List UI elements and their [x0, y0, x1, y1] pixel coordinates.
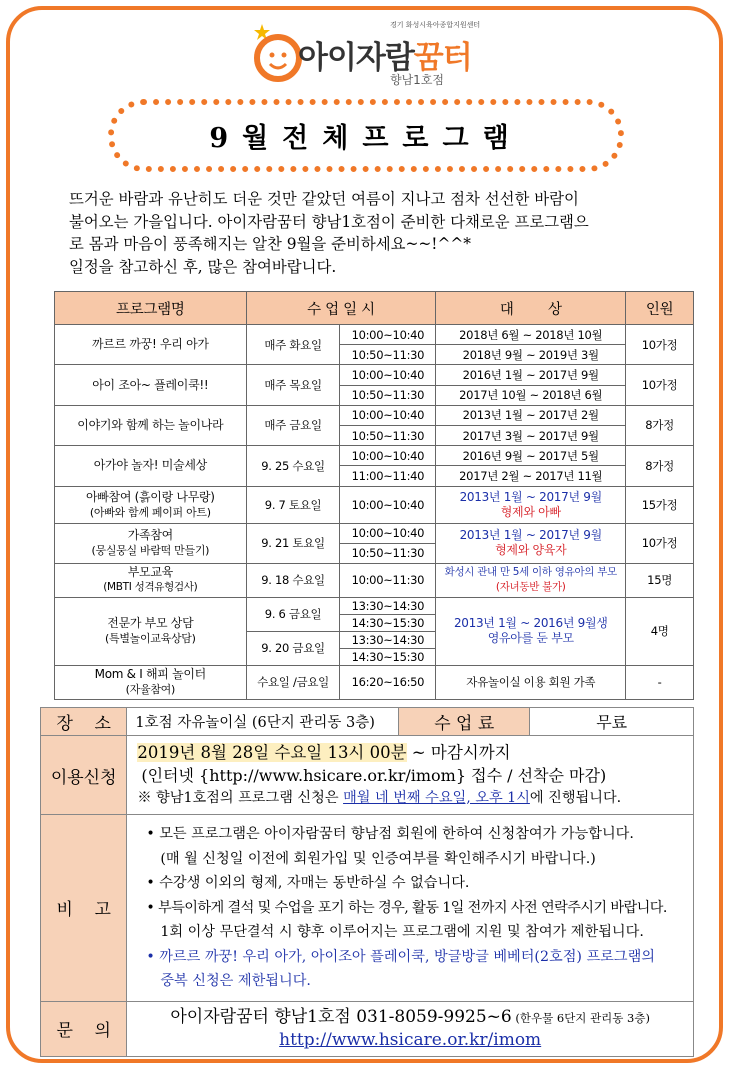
program-day: 9. 20 금요일: [246, 631, 340, 665]
notes-row: [41, 815, 694, 1002]
note-item: • 까르르 까꿍! 우리 아가, 아이조아 플레이쿡, 방글방글 베베터(2호점) 프로그램의: [146, 948, 655, 965]
program-name: 부모교육 (MBTI 성격유형검사): [55, 563, 247, 597]
program-target: 2017년 2월 ~ 2017년 11월: [436, 466, 626, 486]
program-count: 8가정: [626, 405, 694, 445]
program-time: 11:00~11:40: [340, 466, 436, 486]
program-time: 14:30~15:30: [340, 648, 436, 665]
program-day: 9. 21 토요일: [246, 523, 340, 563]
table-row: [55, 597, 694, 614]
info-table: [40, 707, 694, 1057]
program-time: 10:00~10:40: [340, 405, 436, 425]
note-item: 중복 신청은 제한됩니다.: [160, 973, 311, 989]
table-row: [55, 325, 694, 345]
program-time: 13:30~14:30: [340, 597, 436, 614]
table-row: [55, 446, 694, 466]
program-time: 10:50~11:30: [340, 345, 436, 365]
program-target: 2013년 1월 ~ 2017년 2월: [436, 405, 626, 425]
intro-line: 뜨거운 바람과 유난히도 더운 것만 같았던 여름이 지나고 점차 선선한 바람이: [69, 190, 579, 208]
program-name: 까르르 까꿍! 우리 아가: [55, 325, 247, 365]
program-time: 10:00~11:30: [340, 563, 436, 597]
program-day: 매주 목요일: [246, 365, 340, 405]
table-row: [55, 486, 694, 523]
header-schedule: 수 업 일 시: [246, 292, 436, 325]
program-day: 9. 18 수요일: [246, 563, 340, 597]
place-row: [41, 708, 694, 736]
table-header-row: [55, 292, 694, 325]
program-day: 매주 금요일: [246, 405, 340, 445]
program-time: 10:00~10:40: [340, 446, 436, 466]
intro-line: 로 몸과 마음이 풍족해지는 알찬 9월을 준비하세요~~!^^*: [69, 235, 471, 253]
place-label: 장 소: [41, 708, 127, 736]
notes-content: [127, 815, 694, 1002]
program-time: 13:30~14:30: [340, 631, 436, 648]
logo: [250, 16, 510, 88]
program-name: 아가야 놀자! 미술세상: [55, 446, 247, 486]
apply-line2: (인터넷 {http://www.hsicare.or.kr/imom} 접수 / 선착순 마감): [141, 765, 607, 785]
table-row: [55, 665, 694, 699]
contact-url-link[interactable]: http://www.hsicare.or.kr/imom: [279, 1030, 542, 1050]
program-name: 이야기와 함께 하는 놀이나라: [55, 405, 247, 445]
apply-label: 이용신청: [41, 736, 127, 815]
program-count: 4명: [626, 597, 694, 665]
logo-org: 경기 화성시육아종합지원센터: [390, 21, 481, 29]
program-count: 10가정: [626, 325, 694, 365]
notes-label: 비 고: [41, 815, 127, 1002]
program-count: 15가정: [626, 486, 694, 523]
program-count: 8가정: [626, 446, 694, 486]
program-time: 10:50~11:30: [340, 385, 436, 405]
header-program-name: 프로그램명: [55, 292, 247, 325]
program-name: 전문가 부모 상담 (특별놀이교육상담): [55, 597, 247, 665]
table-row: [55, 563, 694, 597]
intro-text: [69, 188, 689, 278]
program-target: 2013년 1월 ~ 2017년 9월 형제와 양육자: [436, 523, 626, 563]
program-count: 10가정: [626, 523, 694, 563]
program-time: 10:50~11:30: [340, 543, 436, 563]
note-item: • 부득이하게 결석 및 수업을 포기 하는 경우, 활동 1일 전까지 사전 연락주시기 바랍니다.: [146, 899, 667, 916]
program-time: 14:30~15:30: [340, 614, 436, 631]
note-item: 1회 이상 무단결석 시 향후 이루어지는 프로그램에 지원 및 참여가 제한됩니다.: [160, 924, 644, 940]
header-count: 인원: [626, 292, 694, 325]
header-target: 대 상: [436, 292, 626, 325]
program-count: 15명: [626, 563, 694, 597]
notes-list: [128, 816, 692, 1000]
place-value: 1호점 자유놀이실 (6단지 관리동 3층): [127, 708, 399, 736]
apply-row: [41, 736, 694, 815]
program-target: 2013년 1월 ~ 2016년 9월생 영유아를 둔 부모: [436, 597, 626, 665]
program-time: 10:00~10:40: [340, 325, 436, 345]
logo-branch: 향남1호점: [390, 73, 445, 87]
contact-address: (한우물 6단지 관리동 3층): [511, 1011, 650, 1025]
program-target: 2017년 3월 ~ 2017년 9월: [436, 425, 626, 445]
logo-name: 아이자람꿈터: [298, 40, 472, 76]
intro-line: 불어오는 가을입니다. 아이자람꿈터 향남1호점이 준비한 다채로운 프로그램으: [69, 212, 589, 231]
note-item: • 모든 프로그램은 아이자람꿈터 향남점 회원에 한하여 신청참여가 가능합니다.: [146, 826, 634, 842]
program-target: 자유놀이실 이용 회원 가족: [436, 665, 626, 699]
program-count: -: [626, 665, 694, 699]
program-name: Mom & I 해피 놀이터 (자율참여): [55, 665, 247, 699]
program-target: 2018년 6월 ~ 2018년 10월: [436, 325, 626, 345]
program-name: 가족참여 (뭉실뭉실 바람떡 만들기): [55, 523, 247, 563]
program-time: 16:20~16:50: [340, 665, 436, 699]
program-day: 9. 25 수요일: [246, 446, 340, 486]
program-time: 10:00~10:40: [340, 523, 436, 543]
program-count: 10가정: [626, 365, 694, 405]
table-row: [55, 405, 694, 425]
contact-main: 아이자람꿈터 향남1호점 031-8059-9925~6: [170, 1007, 512, 1027]
fee-label: 수 업 료: [399, 708, 530, 736]
apply-schedule-link: 매월 네 번째 수요일, 오후 1시: [343, 789, 530, 806]
program-target: 2016년 1월 ~ 2017년 9월: [436, 365, 626, 385]
program-day: 매주 화요일: [246, 325, 340, 365]
note-item: • 수강생 이외의 형제, 자매는 동반하실 수 없습니다.: [146, 875, 470, 891]
program-name: 아이 조아~ 플레이쿡!!: [55, 365, 247, 405]
program-time: 10:00~10:40: [340, 486, 436, 523]
page-title: 9월전체프로그램: [209, 123, 523, 154]
contact-row: [41, 1001, 694, 1056]
note-item: (매 월 신청일 이전에 회원가입 및 인증여부를 확인해주시기 바랍니다.): [160, 850, 596, 867]
intro-line: 일정을 참고하신 후, 많은 참여바랍니다.: [69, 257, 337, 276]
program-day: 수요일 /금요일: [246, 665, 340, 699]
program-time: 10:00~10:40: [340, 365, 436, 385]
program-target: 2018년 9월 ~ 2019년 3월: [436, 345, 626, 365]
program-target: 2017년 10월 ~ 2018년 6월: [436, 385, 626, 405]
table-row: [55, 365, 694, 385]
apply-date: 2019년 8월 28일 수요일 13시 00분: [137, 742, 407, 762]
program-name: 아빠참여 (흙이랑 나무랑) (아빠와 함께 페이퍼 아트): [55, 486, 247, 523]
program-target: 화성시 관내 만 5세 이하 영유아의 부모 (자녀동반 불가): [436, 563, 626, 597]
apply-content: 2019년 8월 28일 수요일 13시 00분 ~ 마감시까지 (인터넷 {http://www.hsicare.or.kr/imom} 접수 / 선착순 마감) ※ 향남1호점의 프로그램 신청은 매월 네 번째 수요일, 오후 1시에 진행됩니다.: [127, 736, 694, 815]
title-box: [108, 99, 624, 172]
fee-value: 무료: [530, 708, 694, 736]
program-table: [54, 291, 694, 700]
program-target: 2013년 1월 ~ 2017년 9월 형제와 아빠: [436, 486, 626, 523]
table-row: [55, 523, 694, 543]
program-target: 2016년 9월 ~ 2017년 5월: [436, 446, 626, 466]
program-day: 9. 7 토요일: [246, 486, 340, 523]
contact-content: [127, 1001, 694, 1056]
program-time: 10:50~11:30: [340, 425, 436, 445]
program-day: 9. 6 금요일: [246, 597, 340, 631]
contact-label: 문 의: [41, 1001, 127, 1056]
apply-deadline: ~ 마감시까지: [406, 742, 511, 762]
